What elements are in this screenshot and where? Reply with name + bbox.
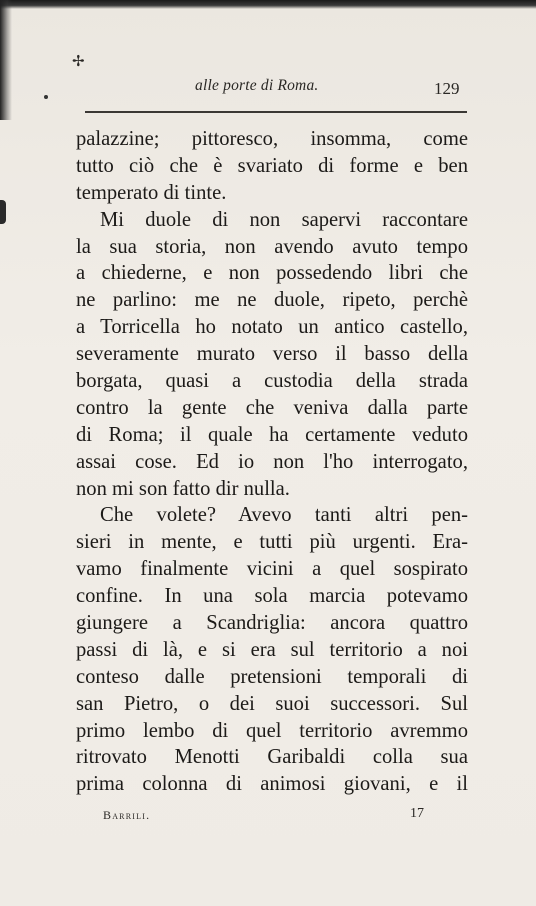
text-line: di Roma; il quale ha certamente veduto bbox=[76, 423, 468, 446]
text-line: palazzine; pittoresco, insomma, come bbox=[76, 128, 468, 150]
signature-number: 17 bbox=[410, 806, 424, 821]
text-line: conteso dalle pretensioni temporali di bbox=[76, 665, 468, 688]
text-line: san Pietro, o dei suoi successori. Sul bbox=[76, 692, 468, 715]
text-line: Mi duole di non sapervi raccontare bbox=[100, 208, 468, 231]
text-line: borgata, quasi a custodia della strada bbox=[76, 370, 468, 393]
text-line: non mi son fatto dir nulla. bbox=[76, 477, 290, 500]
text-line: primo lembo di quel territorio avremmo bbox=[76, 719, 468, 742]
page-number: 129 bbox=[434, 79, 460, 98]
running-title: alle porte di Roma. bbox=[195, 77, 319, 94]
text-line: ritrovato Menotti Garibaldi colla sua bbox=[76, 746, 468, 769]
text-line: ne parlino: me ne duole, ripeto, perchè bbox=[76, 289, 468, 312]
text-line: Che volete? Avevo tanti altri pen- bbox=[100, 504, 468, 527]
header-rule bbox=[85, 111, 467, 113]
text-line: assai cose. Ed io non l'ho interrogato, bbox=[76, 450, 468, 473]
text-line: la sua storia, non avendo avuto tempo bbox=[76, 235, 468, 258]
text-line: prima colonna di animosi giovani, e il bbox=[76, 773, 468, 796]
printer-mark-icon: ✢ bbox=[72, 54, 85, 70]
text-line: sieri in mente, e tutti più urgenti. Era- bbox=[76, 531, 468, 554]
text-line: tutto ciò che è svariato di forme e ben bbox=[76, 154, 468, 177]
text-line: a Torricella ho notato un antico castello, bbox=[76, 316, 468, 339]
text-line: vamo finalmente vicini a quel sospirato bbox=[76, 558, 468, 581]
scan-left-edge bbox=[0, 0, 12, 120]
text-line: temperato di tinte. bbox=[76, 181, 227, 204]
body-text bbox=[76, 126, 468, 798]
text-line: contro la gente che veniva dalla parte bbox=[76, 396, 468, 419]
text-line: a chiederne, e non possedendo libri che bbox=[76, 262, 468, 285]
text-line: passi di là, e si era sul territorio a noi bbox=[76, 638, 468, 661]
text-line: confine. In una sola marcia potevamo bbox=[76, 585, 468, 608]
text-line: severamente murato verso il basso della bbox=[76, 343, 468, 366]
scan-dot bbox=[44, 95, 48, 99]
scan-smudge bbox=[0, 200, 6, 224]
signature-mark: Barrili. bbox=[103, 808, 151, 822]
scan-top-edge bbox=[0, 0, 536, 9]
text-line: giungere a Scandriglia: ancora quattro bbox=[76, 612, 468, 635]
